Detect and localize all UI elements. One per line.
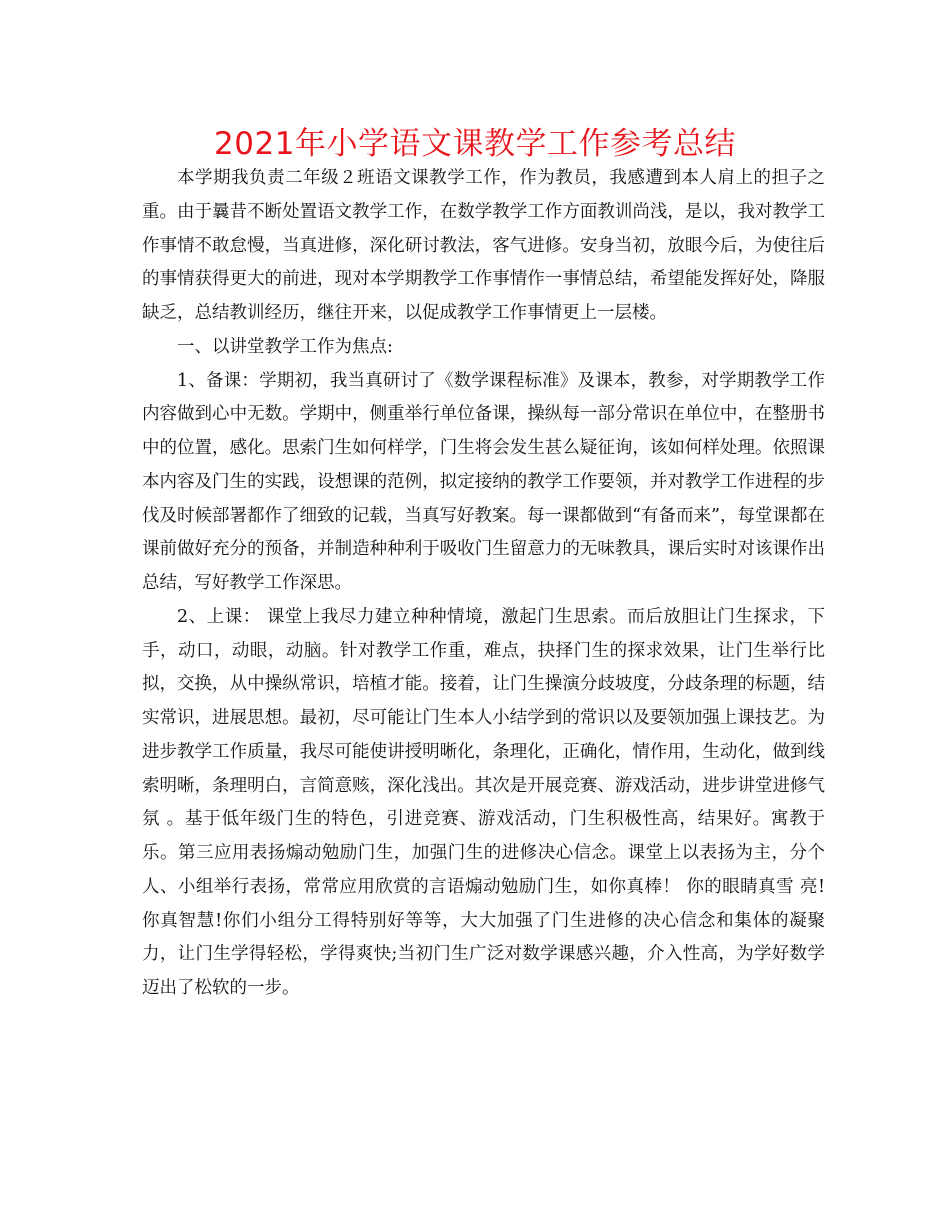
document-title: 2021年小学语文课教学工作参考总结 bbox=[214, 126, 736, 162]
lesson-prep-paragraph: 1、备课：学期初，我当真研讨了《数学课程标准》及课本，教参，对学期教学工作内容做到心中无数。学期中，侧重举行单位备课，操纵每一部分常识在单位中，在整册书中的位置，感化。思索门生如何样学，门生将会发生甚么疑征询，该如何样处理。依照课本内容及门生的实践，设想课的范例，拟定接纳的教学工作要领，并对教学工作进程的步伐及时候部署都作了细致的记载，当真写好教案。每一课都做到“有备而来”，每堂课都在课前做好充分的预备，并制造种种利于吸收门生留意力的无味教具，课后实时对该课作出总结，写好教学工作深思。 bbox=[142, 370, 825, 593]
section-heading: 一、以讲堂教学工作为焦点: bbox=[177, 336, 393, 357]
class-teaching-paragraph: 2、上课： 课堂上我尽力建立种种情境，激起门生思索。而后放胆让门生探求，下手，动口，动眼，动脑。针对教学工作重，难点，抉择门生的探求效果，让门生举行比拟，交换，从中操纵常识，培植才能。接着，让门生操演分歧坡度，分歧条理的标题，结实常识，进展思想。最初，尽可能让门生本人小结学到的常识以及要领加强上课技艺。为进步教学工作质量，我尽可能使讲授明晰化，条理化，正确化，情作用，生动化，做到线索明晰，条理明白，言简意赅，深化浅出。其次是开展竞赛、游戏活动，进步讲堂进修气氛 。基于低年级门生的特色，引进竞赛、游戏活动，门生积极性高，结果好。寓教于乐。第三应用表扬煽动勉励门生，加强门生的进修决心信念。课堂上以表扬为主，分个人、小组举行表扬，常常应用欣赏的言语煽动勉励门生，如你真棒！ 你的眼睛真雪 亮!你真智慧!你们小组分工得特别好等等，大大加强了门生进修的决心信念和集体的凝聚力，让门生学得轻松，学得爽快;当初门生广泛对数学课感兴趣，介入性高，为学好数学迈出了松软的一步。 bbox=[142, 606, 825, 998]
document-body bbox=[142, 162, 825, 1006]
intro-paragraph: 本学期我负责二年级２班语文课教学工作，作为教员，我感遭到本人肩上的担子之重。由于曩昔不断处置语文教学工作，在数学教学工作方面教训尚浅，是以，我对教学工作事情不敢怠慢，当真进修，深化研讨教法，客气进修。安身当初，放眼今后，为使往后的事情获得更大的前进，现对本学期教学工作事情作一事情总结，希望能发挥好处，降服缺乏，总结教训经历，继往开来，以促成教学工作事情更上一层楼。 bbox=[142, 168, 825, 323]
